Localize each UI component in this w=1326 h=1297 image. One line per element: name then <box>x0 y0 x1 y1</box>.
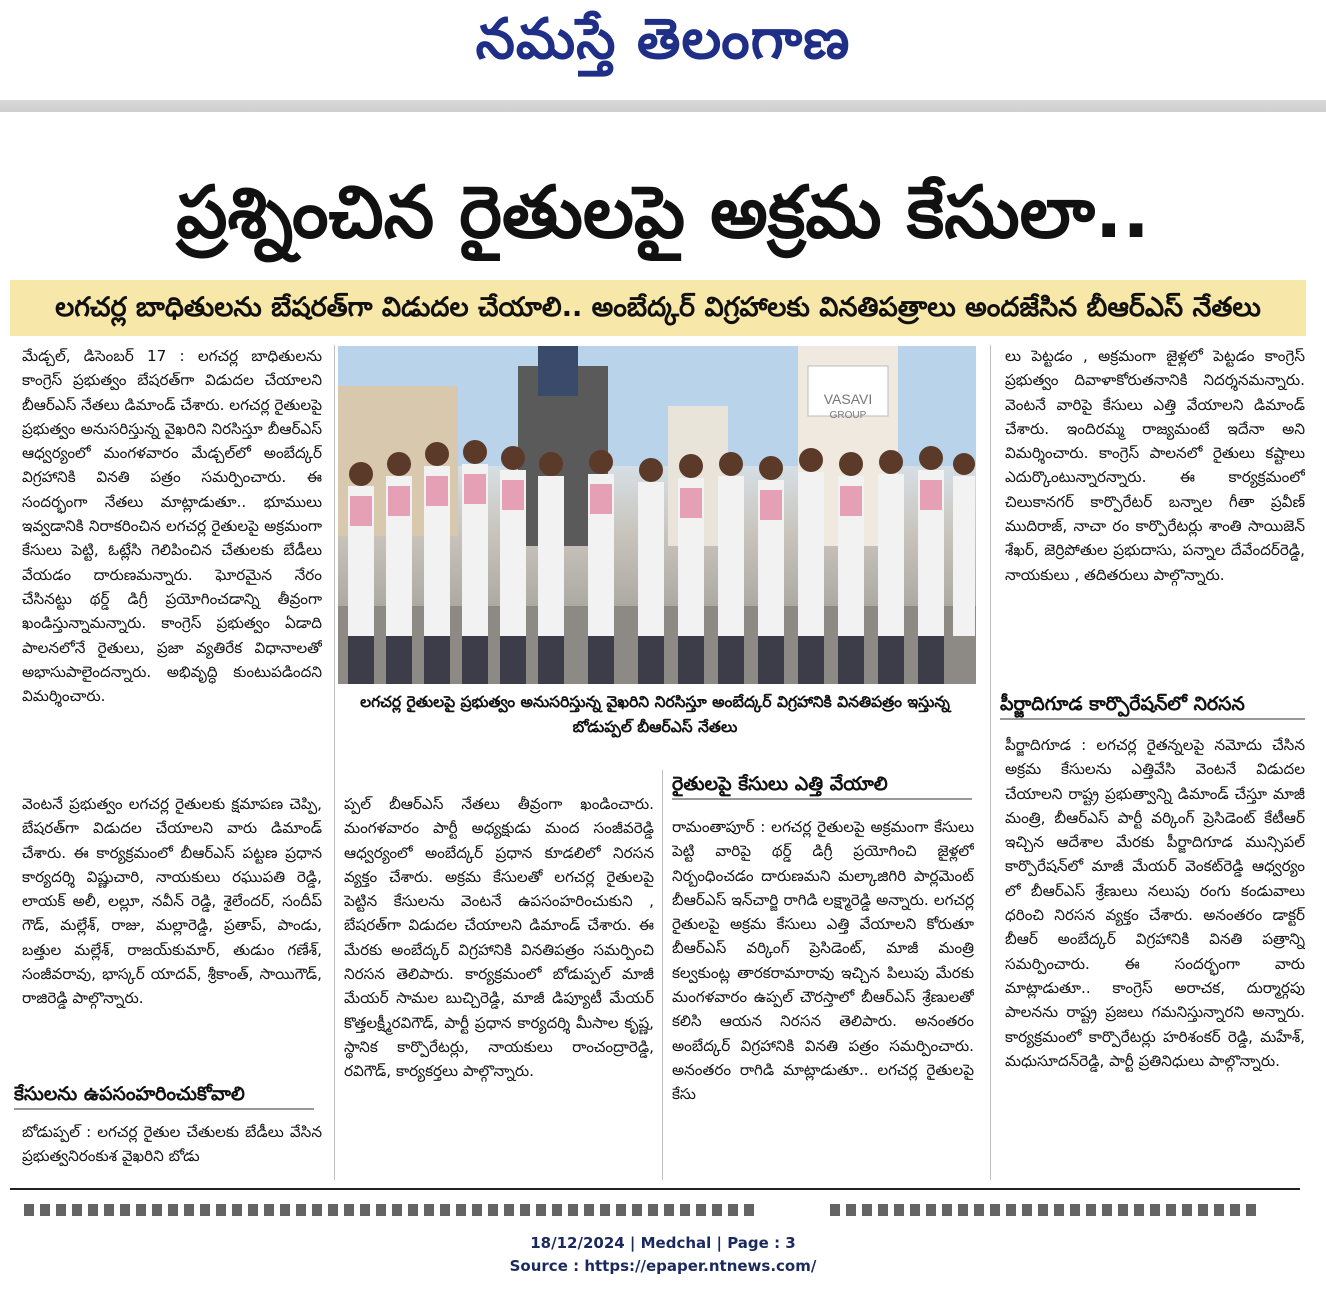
page-cut-edge <box>10 1188 1300 1216</box>
article-text: రామంతాపూర్ : లగచర్ల రైతులపై అక్రమంగా కేసులు పెట్టి వారిపై థర్డ్ డిగ్రీ ప్రయోగించి జైళ్లలో నిర్బంధించడం దారుణమని మల్కాజిగిరి పార్లమెంట్ బీఆర్ఎస్ ఇన్‌చార్జి రాగిడి లక్ష్మారెడ్డి అన్నారు. లగచర్ల రైతులపై అక్రమ కేసులు ఎత్తి వేయాలని కోరుతూ బీఆర్ఎస్ వర్కింగ్ ప్రెసిడెంట్, మాజీ మంత్రి కల్వకుంట్ల తారకరామారావు ఇచ్చిన పిలుపు మేరకు మంగళవారం ఉప్పల్ చౌరస్తాలో బీఆర్ఎస్ శ్రేణులతో కలిసి ఆయన నిరసన తెలిపారు. అనంతరం అంబేద్కర్ విగ్రహానికి వినతి పత్రం సమర్పించారు. అనంతరం రాగిడి మాట్లాడుతూ.. లగచర్ల రైతులపై కేసు <box>672 818 974 1104</box>
column-divider <box>334 345 335 1180</box>
article-right-column <box>1005 344 1305 689</box>
section-heading-middle: రైతులపై కేసులు ఎత్తి వేయాలి <box>672 770 972 800</box>
article-left-column-continued <box>22 792 322 1078</box>
article-text: పీర్జాదిగూడ : లగచర్ల రైతన్నలపై నమోదు చేసిన అక్రమ కేసులను ఎత్తివేసి వెంటనే విడుదల చేయాలని రాష్ట్ర ప్రభుత్వాన్ని డిమాండ్ చేస్తూ మాజీ మంత్రి, బీఆర్ఎస్ పార్టీ వర్కింగ్ ప్రెసిడెంట్ కేటీఆర్ ఇచ్చిన ఆదేశాల మేరకు పీర్జాదిగూడ మున్సిపల్ కార్పొరేషన్‌లో మాజీ మేయర్ వెంకట్‌రెడ్డి ఆధ్వర్యం లో బీఆర్ఎస్ శ్రేణులు నలుపు రంగు కండువాలు ధరించి నిరసన వ్యక్తం చేశారు. అనంతరం డాక్టర్ బీఆర్ అంబేద్కర్ విగ్రహానికి వినతి పత్రాన్ని సమర్పించారు. ఈ సందర్భంగా వారు మాట్లాడుతూ.. కాంగ్రెస్ అరాచక, దుర్మార్గపు పాలనను రాష్ట్ర ప్రజలు గమనిస్తున్నారని అన్నారు. కార్యక్రమంలో కార్పొరేటర్లు హరిశంకర్ రెడ్డి, మహేశ్, మధుసూదన్‌రెడ్డి, పార్టీ ప్రతినిధులు పాల్గొన్నారు. <box>1005 736 1305 1070</box>
article-text: బోడుప్పల్ : లగచర్ల రైతుల చేతులకు బేడీలు వేసిన ప్రభుత్వనిరంకుశ వైఖరిని బోడు <box>22 1123 322 1166</box>
article-left-bottom <box>22 1120 322 1180</box>
photo-caption: లగచర్ల రైతులపై ప్రభుత్వం అనుసరిస్తున్న వైఖరిని నిరసిస్తూ అంబేద్కర్ విగ్రహానికి వినతిపత్రం ఇస్తున్న బోడుప్పల్ బీఆర్ఎస్ నేతలు <box>360 693 950 736</box>
article-middle-column <box>344 792 654 1172</box>
article-text: మేడ్చల్, డిసెంబర్ 17 : లగచర్ల బాధితులను కాంగ్రెస్ ప్రభుత్వం బేషరత్‌గా విడుదల చేయాలని బీఆర్ఎస్ నేతలు డిమాండ్ చేశారు. లగచర్ల రైతులపై ప్రభుత్వం అనుసరిస్తున్న వైఖరిని నిరసిస్తూ బీఆర్ఎస్ ఆధ్వర్యంలో మంగళవారం మేడ్చల్‌లో అంబేద్కర్ విగ్రహానికి వినతి పత్రం సమర్పించారు. ఈ సందర్భంగా నేతలు మాట్లాడుతూ.. భూములు ఇవ్వడానికి నిరాకరించిన లగచర్ల రైతులపై అక్రమంగా కేసులు పెట్టి, ఓట్లేసి గెలిపించిన చేతులకు బేడీలు వేయడం దారుణమన్నారు. ఘోరమైన నేరం చేసినట్టు థర్డ్ డిగ్రీ ప్రయోగించడాన్ని తీవ్రంగా ఖండిస్తున్నామన్నారు. కాంగ్రెస్ ప్రభుత్వం ఏడాది పాలనలోనే రైతులు, ప్రజా వ్యతిరేక విధానాలతో అభాసుపాలైందన్నారు. అభివృద్ధి కుంటుపడిందని విమర్శించారు. <box>22 347 322 706</box>
article-text: లు పెట్టడం , అక్రమంగా జైళ్లలో పెట్టడం కాంగ్రెస్ ప్రభుత్వం దివాళాకోరుతనానికి నిదర్శనమన్నారు. వెంటనే వారిపై కేసులు ఎత్తి వేయాలని డిమాండ్ చేశారు. ఇందిరమ్మ రాజ్యమంటే ఇదేనా అని విమర్శించారు. కాంగ్రెస్ పాలనలో రైతులు కష్టాలు ఎదుర్కొంటున్నారన్నారు. ఈ కార్యక్రమంలో చిలుకానగర్ కార్పొరేటర్ బన్నాల గీతా ప్రవీణ్ ముదిరాజ్, నాచా రం కార్పొరేటర్లు శాంతి సాయిజెన్ శేఖర్, జెర్రిపోతుల ప్రభుదాసు, పన్నాల దేవేందర్‌రెడ్డి, నాయకులు , తదితరులు పాల్గొన్నారు. <box>1005 347 1305 584</box>
cut-text-strip <box>830 1204 1260 1216</box>
divider <box>10 1188 1300 1190</box>
news-photo <box>338 346 976 684</box>
sign-subtext: GROUP <box>829 410 867 421</box>
article-middle-column-2 <box>672 815 974 1172</box>
footer-date-page: 18/12/2024 | Medchal | Page : 3 <box>530 1234 796 1252</box>
section-heading-left: కేసులను ఉపసంహరించుకోవాలి <box>14 1080 314 1110</box>
article-left-column <box>22 344 322 792</box>
footer-source: Source : https://epaper.ntnews.com/ <box>509 1257 817 1275</box>
subheadline: లగచర్ల బాధితులను బేషరత్‌గా విడుదల చేయాలి.. అంబేద్కర్ విగ్రహాలకు వినతిపత్రాలు అందజేసిన బీఆర్ఎస్ నేతలు <box>10 280 1306 336</box>
newspaper-logo: నమస్తే తెలంగాణ <box>475 6 851 72</box>
column-divider <box>662 770 663 1180</box>
section-heading-right: పీర్జాదిగూడ కార్పొరేషన్‌లో నిరసన <box>1000 690 1305 720</box>
article-right-column-2 <box>1005 733 1305 1173</box>
column-divider <box>990 345 991 1180</box>
headline: ప్రశ్నించిన రైతులపై అక్రమ కేసులా.. <box>176 170 1150 254</box>
masthead <box>0 0 1326 100</box>
photo-illustration <box>338 346 976 684</box>
cut-text-strip <box>24 1204 754 1216</box>
masthead-rule <box>0 100 1326 112</box>
article-text: వెంటనే ప్రభుత్వం లగచర్ల రైతులకు క్షమాపణ చెప్పి, బేషరత్‌గా విడుదల చేయాలని వారు డిమాండ్ చేశారు. ఈ కార్యక్రమంలో బీఆర్ఎస్ పట్టణ ప్రధాన కార్యదర్శి విష్ణుచారి, నాయకులు రఘుపతి రెడ్డి, లాయక్ అలీ, లల్లూ, నవీన్ రెడ్డి, శైలేందర్, సందీప్ గౌడ్, మల్లేశ్, రాజు, మల్లారెడ్డి, ప్రతాప్, పాండు, బత్తుల మల్లేశ్, రాజయ్‌కుమార్, తుడుం గణేశ్, సంజీవరావు, భాస్కర్ యాదవ్, శ్రీకాంత్, సాయిగౌడ్, రాజిరెడ్డి పాల్గొన్నారు. <box>22 795 322 1008</box>
sign-text: VASAVI <box>823 391 873 407</box>
article-text: ప్పల్ బీఆర్ఎస్ నేతలు తీవ్రంగా ఖండించారు. మంగళవారం పార్టీ అధ్యక్షుడు మంద సంజీవరెడ్డి ఆధ్వర్యంలో అంబేద్కర్ ప్రధాన కూడలిలో నిరసన వ్యక్తం చేశారు. అక్రమ కేసులతో లగచర్ల రైతులపై పెట్టిన కేసులను వెంటనే ఉపసంహరించుకుని , బేషరత్‌గా విడుదల చేయాలని డిమాండ్ చేశారు. ఈ మేరకు అంబేద్కర్ విగ్రహానికి వినతిపత్రం సమర్పించి నిరసన తెలిపారు. కార్యక్రమంలో బోడుప్పల్ మాజీ మేయర్ సామల బుచ్చిరెడ్డి, మాజీ డిప్యూటీ మేయర్ కొత్తలక్ష్మీరవిగౌడ్, పార్టీ ప్రధాన కార్యదర్శి మీసాల కృష్ణ, స్థానిక కార్పొరేటర్లు, నాయకులు రాంచంద్రారెడ్డి, రవిగౌడ్, కార్యకర్తలు పాల్గొన్నారు. <box>344 795 654 1081</box>
